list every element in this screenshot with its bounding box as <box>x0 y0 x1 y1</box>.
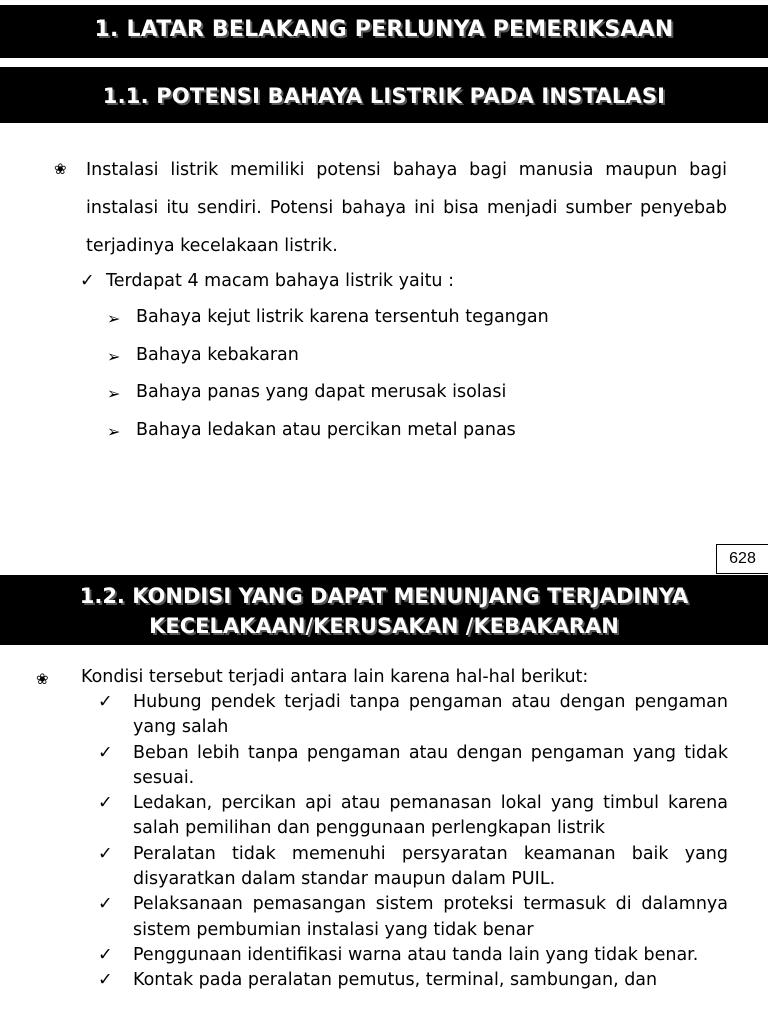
slide1-sub-title: 1.1. POTENSI BAHAYA LISTRIK PADA INSTALASI <box>0 67 768 123</box>
condition-text: Pelaksanaan pemasangan sistem proteksi termasuk di dalamnya sistem pembumian instalasi yang tidak benar <box>133 894 728 940</box>
hazard-item: Bahaya kebakaran <box>136 345 299 365</box>
check-icon: ✓ <box>80 271 95 291</box>
condition-item <box>98 741 728 792</box>
condition-text: Hubung pendek terjadi tanpa pengaman atau dengan pengaman yang salah <box>133 692 728 738</box>
slide1-check-item: Terdapat 4 macam bahaya listrik yaitu : <box>106 271 454 291</box>
condition-text: Beban lebih tanpa pengaman atau dengan pengaman yang tidak sesuai. <box>133 742 728 788</box>
condition-text: Peralatan tidak memenuhi persyaratan keamanan baik yang disyaratkan dalam standar maupun dalam PUIL. <box>133 843 728 890</box>
slide2-title <box>0 575 768 645</box>
condition-item <box>98 943 728 968</box>
hazard-item: Bahaya panas yang dapat merusak isolasi <box>136 382 507 402</box>
check-icon: ✓ <box>98 742 113 763</box>
check-icon: ✓ <box>98 894 113 915</box>
arrow-bullet-icon: ➢ <box>107 422 121 441</box>
condition-item <box>98 842 728 893</box>
slide2-title-line1: 1.2. KONDISI YANG DAPAT MENUNJANG TERJADINYA <box>79 584 689 608</box>
check-icon: ✓ <box>98 843 113 864</box>
conditions-list <box>98 690 728 994</box>
arrow-bullet-icon: ➢ <box>107 347 121 366</box>
arrow-bullet-icon: ➢ <box>107 309 121 328</box>
slide2-intro: Kondisi tersebut terjadi antara lain karena hal-hal berikut: <box>81 667 589 687</box>
condition-text: Penggunaan identifikasi warna atau tanda lain yang tidak benar. <box>133 944 699 965</box>
condition-item <box>98 690 728 741</box>
condition-text: Ledakan, percikan api atau pemanasan lokal yang timbul karena salah pemilihan dan penggunaan perlengkapan listrik <box>133 793 728 839</box>
page-number: 628 <box>716 544 768 574</box>
check-icon: ✓ <box>98 692 113 712</box>
check-icon: ✓ <box>98 944 113 965</box>
hazard-item: Bahaya kejut listrik karena tersentuh tegangan <box>136 307 549 327</box>
hazard-item: Bahaya ledakan atau percikan metal panas <box>136 420 516 440</box>
bullet-flourish-icon: ❀ <box>36 670 49 688</box>
condition-item <box>98 892 728 943</box>
condition-item <box>98 791 728 842</box>
slide1-main-title: 1. LATAR BELAKANG PERLUNYA PEMERIKSAAN <box>0 5 768 58</box>
slide2-title-line2: KECELAKAAN/KERUSAKAN /KEBAKARAN <box>149 614 619 638</box>
condition-item <box>98 968 728 993</box>
check-icon: ✓ <box>98 793 113 814</box>
arrow-bullet-icon: ➢ <box>107 384 121 403</box>
condition-text: Kontak pada peralatan pemutus, terminal, sambungan, dan <box>133 970 658 991</box>
slide1-paragraph: Instalasi listrik memiliki potensi bahaya bagi manusia maupun bagi instalasi itu sendiri. Potensi bahaya ini bisa menjadi sumber penyebab terjadinya kecelakaan listrik. <box>86 160 727 256</box>
bullet-flourish-icon: ❀ <box>54 160 67 178</box>
check-icon: ✓ <box>98 970 113 991</box>
